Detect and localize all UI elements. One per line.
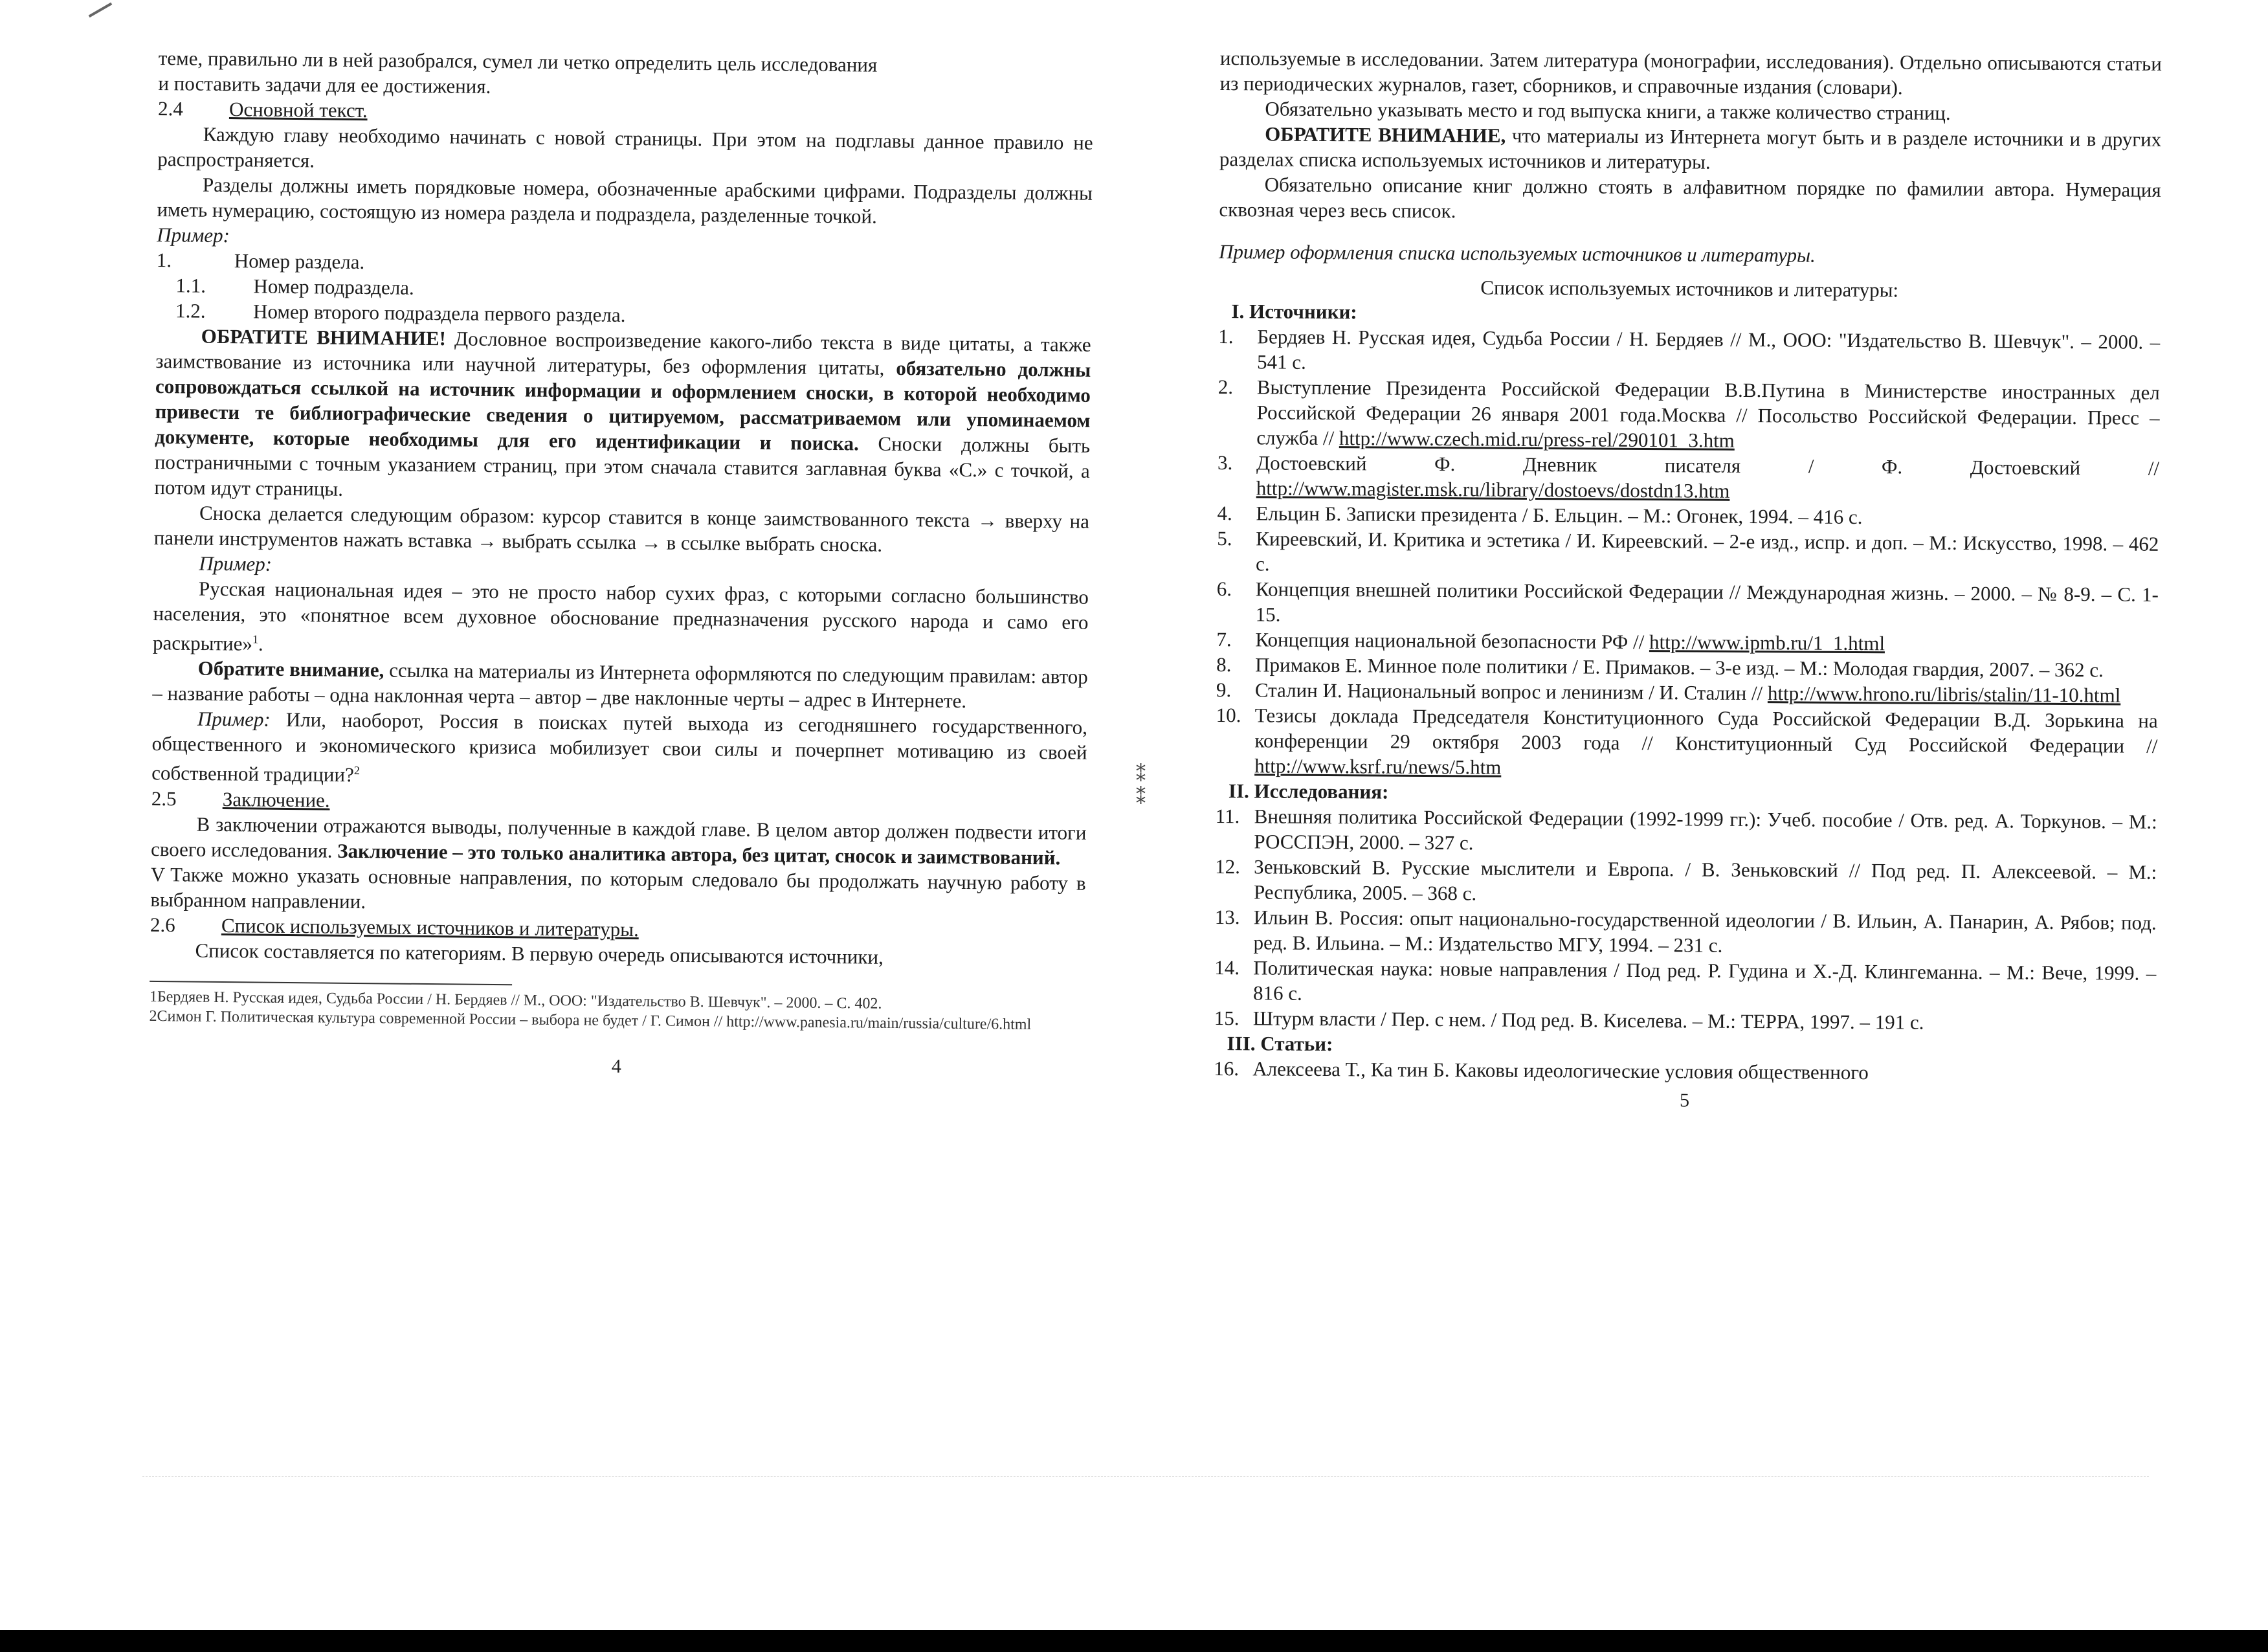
bibliography-item [1215,854,2157,910]
example-label: Пример: [197,707,271,731]
paragraph-list: Список составляется по категориям. В первую очередь описываются источники, [195,939,884,968]
bibliography-item-description: Концепция внешней политики Российской Федерации // Международная жизнь. – 2000. – № 8-9. – С. 1-15. [1255,577,2159,626]
bibliography-item-number: 5. [1217,526,1232,550]
bibliography-item [1217,374,2160,456]
bibliography-item-description: Ильин В. Россия: опыт национально-государственной идеологии / В. Ильин, А. Панарин, А. Рябов; под. ред. В. Ильина. – М.: Издательство МГУ, 1994. – 231 с. [1253,906,2157,957]
section-title: Список используемых источников и литературы. [221,913,639,941]
example-quote: Русская национальная идея – это не просто набор сухих фраз, с которыми согласно большинство населения, это «понятное всем духовное обоснование предназначения русского народа и само его раскрытие»$^1$. [152,577,1089,655]
handwritten-check-mark: V [150,862,166,886]
paragraph-required: Обязательно указывать место и год выпуска книги, а также количество страниц. [1265,97,1951,124]
attention-text: что материалы из Интернета могут быть и в разделе источники и в других разделах списка используемых источников и литературы. [1219,124,2162,173]
section-title: Заключение. [222,787,330,812]
bibliography-item-link[interactable]: http://www.magister.msk.ru/library/dostoevs/dostdn13.htm [1256,476,1730,502]
attention-paragraph-2 [152,655,1088,715]
bibliography-item-description: Киреевский, И. Критика и эстетика / И. Киреевский. – 2-е изд., испр. и доп. – М.: Искусство, 1998. – 462 с. [1256,527,2159,575]
footnote-2: 2Симон Г. Политическая культура современной России – выбора не будет / Г. Симон // http://www.panesia.ru/main/russia/culture/6.html [149,1007,1032,1033]
bibliography-item-description: Бердяев Н. Русская идея, Судьба России / Н. Бердяев // М., ООО: "Издательство В. Шевчук". – 2000. – 541 с. [1256,325,2161,374]
bibliography-item-text [1256,374,2160,456]
bibliography-item-description: Внешняя политика Российской Федерации (1992-1999 гг.): Учеб. пособие / Отв. ред. А. Торкунов. – М.: РОССПЭН, 2000. – 327 с. [1254,805,2157,854]
bibliography-section-title: III. Статьи: [1227,1032,1333,1056]
attention-text: Дословное воспроизведение какого-либо текста в виде цитаты, а также заимствование из источника или научной литературы, без оформления цитаты, [155,327,1091,379]
section-number: 2.4 [157,96,183,120]
bibliography-item-number: 14. [1214,955,1240,979]
intro-line-1: теме, правильно ли в ней разобрался, сумел ли четко определить цель исследования [158,46,878,76]
bibliography-item-number: 4. [1217,501,1232,525]
bibliography-section-title: II. Исследования: [1228,779,1389,803]
bibliography-item [1218,324,2160,380]
example-label: Пример: [199,552,272,575]
conclusion-text: В заключении отражаются выводы, полученные в каждой главе. В целом автор должен подвести итоги своего исследования. [150,812,1087,862]
bibliography-item-number: 7. [1216,627,1232,651]
bibliography-item-number: 2. [1217,375,1234,399]
bibliography-section-title: I. Источники: [1231,300,1357,324]
binding-marks: ⁑ ⁑ [1136,765,1146,809]
bibliography-section-sources [1216,324,2160,784]
bibliography-item-text [1252,1056,2155,1087]
bibliography-item-text [1256,450,2159,506]
attention-heading: ОБРАТИТЕ ВНИМАНИЕ, [1265,122,1506,147]
bibliography-item-text [1256,526,2159,582]
bibliography-item-text [1253,904,2156,961]
bibliography-item-link[interactable]: http://www.ipmb.ru/1_1.html [1649,631,1885,655]
footnote-ref: 1 [252,632,259,646]
bibliography-item-text [1254,803,2157,860]
attention-text: ссылка на материалы из Интернета оформляются по следующим правилам: автор – название работы – одна наклонная черта – автор – две наклонные черты – адрес в Интернете. [152,658,1088,713]
example-label: Пример: [157,223,230,247]
bibliography-section-studies [1214,803,2157,1036]
paragraph-conclusion [151,811,1087,871]
attention-heading: Обратите внимание, [197,656,384,682]
paragraph-alphabetical: Обязательно описание книг должно стоять в алфавитном порядке по фамилии автора. Нумерация сквозная через весь список. [1219,173,2161,223]
scan-artifact-line [142,1476,2149,1477]
bibliography-item-number: 13. [1214,905,1240,929]
bibliography-section-articles [1214,1056,2155,1087]
bibliography-item-description: Политическая наука: новые направления / Под ред. Р. Гудина и Х.-Д. Клингеманна. – М.: Вече, 1999. – 816 с. [1252,956,2157,1005]
bibliography-item [1215,803,2157,860]
example-item-number: 1.1. [175,274,206,297]
section-title: Основной текст. [228,98,368,122]
bibliography-item [1217,576,2159,632]
bibliography-item-number: 1. [1218,324,1234,348]
footnotes [149,987,1085,1035]
example-text: Или, наоборот, Россия в поисках путей выхода из сегодняшнего государственного, общественного и экономического кризиса мобилизует свои силы и почерпнет мотивацию из своей собственной традиции? [151,708,1088,787]
bibliography-item-text [1254,854,2157,910]
bibliography-item-number: 16. [1214,1056,1240,1080]
bibliography-item-description: Сталин И. Национальный вопрос и ленинизм / И. Сталин // [1254,678,1763,705]
bibliography-item-text [1254,702,2158,784]
right-page [1214,45,2162,1116]
bibliography-item-link[interactable]: http://www.czech.mid.ru/press-rel/290101_3.htm [1339,427,1735,452]
list-title: Список используемых источников и литературы: [1480,276,1899,302]
bibliography-item-description: Зеньковский В. Русские мыслители и Европа. / В. Зеньковский // Под ред. П. Алексеевой. – М.: Республика, 2005. – 368 с. [1253,855,2157,905]
bibliography-item-description: Алексеева Т., Ка тин Б. Каковы идеологические условия общественного [1252,1057,1869,1084]
bibliography-item-number: 9. [1216,678,1232,702]
bibliography-item-number: 15. [1214,1006,1240,1030]
intro-line-2: и поставить задачи для ее достижения. [158,71,491,98]
bibliography-item-number: 11. [1215,804,1240,828]
bibliography-item [1217,450,2159,506]
bibliography-item-description: Примаков Е. Минное поле политики / Е. Примаков. – 3-е изд. – М.: Молодая гвардия, 2007. – 362 с. [1255,653,2104,682]
attention-tail: Сноски должны быть постраничными с точным указанием страниц, при этом сначала ставится заглавная буква «С.» с точкой, а потом идут страницы. [154,432,1091,500]
paragraph-continue: используемые в исследовании. Затем литература (монографии, исследования). Отдельно описываются статьи из периодических журналов, газет, сборников, и справочные издания (словари). [1219,46,2162,99]
footnote-1: 1Бердяев Н. Русская идея, Судьба России / Н. Бердяев // М., ООО: "Издательство В. Шевчук". – 2000. – С. 402. [149,988,882,1012]
paragraph-sections: Разделы должны иметь порядковые номера, обозначенные арабскими цифрами. Подразделы должны иметь нумерацию, состоящую из номера раздела и подраздела, разделенные точкой. [157,173,1093,228]
left-page [149,45,1094,1083]
section-number: 2.6 [150,913,175,936]
bibliography-item [1214,1056,2155,1087]
page-number-right: 5 [1679,1089,1690,1111]
bibliography-item [1214,955,2156,1011]
bibliography-item-description: Достоевский Ф. Дневник писателя / Ф. Достоевский // [1256,451,2160,480]
bibliography-item-description: Тезисы доклада Председателя Конституционного Суда Российской Федерации В.Д. Зорькина на конференции 29 октября 2003 года // Конституционный Суд Российской Федерации // [1254,704,2158,757]
section-number: 2.5 [151,787,177,810]
bibliography-item-description: Ельцин Б. Записки президента / Б. Ельцин. – М.: Огонек, 1994. – 416 с. [1256,502,1863,529]
bibliography-item-link[interactable]: http://www.ksrf.ru/news/5.htm [1254,754,1502,779]
directions-text: Также можно указать основные направления, по которым следовало бы продолжать научную работу в выбранном направлении. [150,862,1086,913]
bibliography-item-text [1257,324,2160,380]
bibliography-item-number: 12. [1215,854,1241,878]
paragraph-footnote-howto: Сноска делается следующим образом: курсор ставится в конце заимствованного текста → вверху на панели инструментов нажать вставка → выбрать ссылка → в ссылке выбрать сноска. [153,501,1090,556]
paragraph-directions [150,862,1086,921]
bibliography-item-number: 10. [1216,703,1241,727]
footnote-separator [150,981,512,985]
bibliography-item [1216,702,2158,784]
example-title: Пример оформления списка используемых источников и литературы. [1218,240,1816,267]
bibliography-item-description: Концепция национальной безопасности РФ // [1255,628,1645,654]
example-item-number: 1.2. [175,299,206,322]
attention-bold-text: обязательно должны сопровождаться ссылкой на источник информации и оформлением сноски, в которой необходимо привести те библиографические сведения о цитируемом, рассматриваемом или упоминаемом документе, которые необходимы для его идентификации и поиска. [155,356,1091,455]
scanner-edge [0,1630,2268,1652]
bibliography-item [1217,526,2159,582]
bibliography-item [1214,904,2156,961]
bibliography-item-link[interactable]: http://www.hrono.ru/libris/stalin/11-10.html [1767,682,2121,707]
attention-paragraph [1219,121,2161,177]
bibliography-item-description: Штурм власти / Пер. с нем. / Под ред. В. Киселева. – М.: ТЕРРА, 1997. – 191 с. [1252,1007,1924,1034]
example-paragraph-3 [151,706,1087,794]
bibliography-item-description: Выступление Президента Российской Федерации В.В.Путина в Министерстве иностранных дел Российской Федерации 26 января 2001 года.Москва // Посольство Российской Федерации. Пресс – служба // [1256,375,2160,450]
scan-corner-mark [89,3,119,29]
example-quote-text: Русская национальная идея – это не просто набор сухих фраз, с которыми согласно большинство населения, это «понятное всем духовное обоснование предназначения русского народа и само его раскрытие» [152,577,1089,655]
attention-heading: ОБРАТИТЕ ВНИМАНИЕ! [201,324,447,350]
page-number-left: 4 [611,1055,622,1077]
bibliography-item-text [1256,576,2159,632]
bibliography-item-text [1253,955,2156,1011]
attention-paragraph-1 [154,323,1091,509]
example-item-text: Номер второго подраздела первого раздела. [252,300,626,326]
bibliography [1214,298,2160,1087]
example-item-text: Номер подраздела. [253,274,414,299]
bibliography-item-number: 3. [1217,451,1233,474]
bibliography-item-number: 8. [1216,653,1232,676]
footnote-ref: 2 [353,764,361,777]
example-list [156,247,1092,332]
conclusion-bold: Заключение – это только аналитика автора, без цитат, сносок и заимствований. [337,839,1061,869]
bibliography-item-number: 6. [1216,577,1232,601]
example-item-text: Номер раздела. [234,249,365,274]
example-item-number: 1. [156,248,172,272]
paragraph-chapters: Каждую главу необходимо начинать с новой страницы. При этом на подглавы данное правило не распространяется. [157,122,1093,172]
